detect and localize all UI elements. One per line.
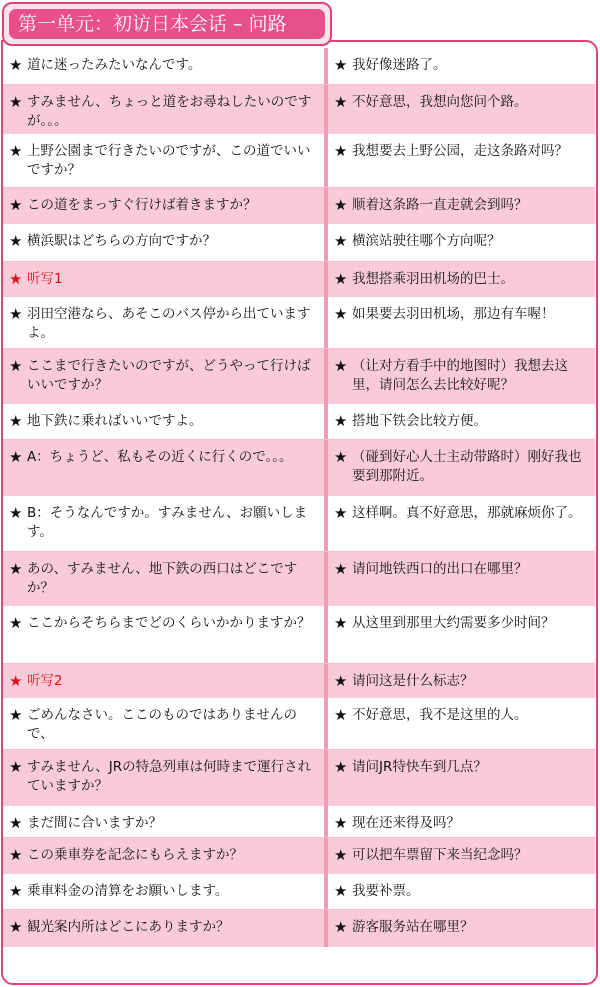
japanese-cell [3, 188, 328, 224]
star-icon: ★ [9, 504, 23, 522]
star-icon: ★ [9, 882, 23, 900]
star-icon: ★ [334, 846, 348, 864]
chinese-text: 我想搭乘羽田机场的巴士。 [352, 271, 514, 287]
star-icon: ★ [334, 93, 348, 111]
table-row [3, 750, 595, 806]
japanese-text: 観光案内所はどこにありますか？ [27, 919, 230, 935]
chinese-text: 我好像迷路了。 [352, 57, 447, 73]
star-icon: ★ [9, 814, 23, 832]
chinese-cell [328, 874, 595, 909]
chinese-text: （让对方看手中的地图时）我想去这里，请问怎么去比较好呢？ [352, 358, 568, 393]
star-icon: ★ [9, 412, 23, 430]
star-icon: ★ [334, 56, 348, 74]
table-row [3, 349, 595, 404]
star-icon: ★ [9, 142, 23, 160]
japanese-text: 道に迷ったみたいなんです。 [27, 57, 202, 73]
chinese-cell [328, 698, 595, 749]
star-icon: ★ [9, 672, 23, 690]
japanese-text: あの、すみません、地下鉄の西口はどこですか？ [27, 561, 298, 596]
star-icon: ★ [9, 706, 23, 724]
chinese-text: 这样啊。真不好意思，那就麻烦你了。 [352, 505, 582, 521]
star-icon: ★ [334, 918, 348, 936]
title-tab [2, 2, 332, 46]
chinese-cell [328, 496, 595, 551]
table-row [3, 496, 595, 552]
star-icon: ★ [334, 672, 348, 690]
japanese-cell [3, 698, 328, 749]
japanese-cell [3, 297, 328, 348]
star-icon: ★ [334, 270, 348, 288]
star-icon: ★ [9, 448, 23, 466]
chinese-cell [328, 838, 595, 874]
star-icon: ★ [334, 814, 348, 832]
chinese-text: 我要补票。 [352, 883, 420, 899]
japanese-cell [3, 606, 328, 663]
chinese-text: 从这里到那里大约需要多少时间？ [352, 615, 555, 631]
japanese-cell [3, 440, 328, 496]
japanese-cell [3, 134, 328, 187]
table-row [3, 698, 595, 750]
chinese-text: 如果要去羽田机场，那边有车喔！ [352, 306, 555, 322]
japanese-text: すみません、ちょっと道をお尋ねしたいのですが。。。 [27, 94, 312, 129]
star-icon: ★ [9, 918, 23, 936]
star-icon: ★ [334, 882, 348, 900]
table-row [3, 910, 595, 947]
phrase-table [3, 48, 595, 947]
chinese-text: 游客服务站在哪里？ [352, 919, 474, 935]
chinese-cell [328, 552, 595, 606]
chinese-text: 搭地下铁会比较方便。 [352, 413, 487, 429]
japanese-text: 地下鉄に乗ればいいですよ。 [27, 413, 203, 429]
japanese-cell [3, 552, 328, 606]
table-row [3, 440, 595, 496]
japanese-text: ここまで行きたいのですが、どうやって行けばいいですか？ [27, 358, 311, 393]
star-icon: ★ [334, 196, 348, 214]
chinese-cell [328, 806, 595, 837]
chinese-cell [328, 297, 595, 348]
chinese-text: 不好意思，我不是这里的人。 [352, 707, 528, 723]
japanese-text: ごめんなさい。ここのものではありませんので、 [27, 707, 297, 742]
chinese-text: 现在还来得及吗？ [352, 815, 460, 831]
star-icon: ★ [334, 614, 348, 632]
chinese-cell [328, 85, 595, 134]
japanese-text: B：そうなんですか。すみません、お願いします。 [27, 505, 308, 540]
japanese-cell [3, 262, 328, 297]
japanese-text: 听写1 [27, 271, 63, 287]
star-icon: ★ [9, 270, 23, 288]
star-icon: ★ [334, 560, 348, 578]
star-icon: ★ [9, 357, 23, 375]
chinese-cell [328, 134, 595, 187]
japanese-text: 乗車料金の清算をお願いします。 [27, 883, 229, 899]
japanese-cell [3, 85, 328, 134]
japanese-cell [3, 874, 328, 909]
chinese-cell [328, 404, 595, 439]
table-row [3, 85, 595, 134]
star-icon: ★ [9, 232, 23, 250]
table-row [3, 838, 595, 874]
star-icon: ★ [9, 846, 23, 864]
star-icon: ★ [9, 614, 23, 632]
chinese-text: 请问JR特快车到几点？ [352, 759, 487, 775]
japanese-cell [3, 910, 328, 947]
japanese-cell [3, 838, 328, 874]
star-icon: ★ [9, 196, 23, 214]
chinese-cell [328, 606, 595, 663]
japanese-text: ここからそちらまでどのくらいかかりますか？ [27, 615, 311, 631]
chinese-cell [328, 910, 595, 947]
star-icon: ★ [334, 448, 348, 466]
star-icon: ★ [9, 758, 23, 776]
table-row [3, 806, 595, 838]
japanese-cell [3, 349, 328, 404]
japanese-text: まだ間に合いますか？ [27, 815, 162, 831]
star-icon: ★ [334, 758, 348, 776]
chinese-cell [328, 750, 595, 806]
chinese-text: 横滨站驶往哪个方向呢？ [352, 233, 501, 249]
table-row [3, 297, 595, 349]
star-icon: ★ [334, 142, 348, 160]
table-row [3, 188, 595, 224]
chinese-cell [328, 664, 595, 698]
table-row [3, 552, 595, 606]
chinese-cell [328, 224, 595, 261]
chinese-cell [328, 349, 595, 404]
japanese-text: 上野公園まで行きたいのですが、この道でいいですか？ [27, 143, 311, 178]
japanese-cell [3, 664, 328, 698]
star-icon: ★ [334, 232, 348, 250]
star-icon: ★ [9, 56, 23, 74]
chinese-text: 我想要去上野公园，走这条路对吗？ [352, 143, 568, 159]
japanese-text: 羽田空港なら、あそこのバス停から出ていますよ。 [27, 306, 311, 341]
star-icon: ★ [334, 305, 348, 323]
chinese-text: 不好意思，我想向您问个路。 [352, 94, 528, 110]
japanese-cell [3, 48, 328, 84]
table-row [3, 262, 595, 297]
table-row [3, 404, 595, 440]
japanese-cell [3, 404, 328, 439]
star-icon: ★ [334, 706, 348, 724]
chinese-cell [328, 48, 595, 84]
star-icon: ★ [9, 305, 23, 323]
japanese-cell [3, 806, 328, 837]
japanese-text: すみません、JRの特急列車は何時まで運行されていますか？ [27, 759, 312, 794]
table-row [3, 224, 595, 262]
page-title: 第一单元：初访日本会话 – 问路 [9, 9, 325, 39]
star-icon: ★ [334, 412, 348, 430]
star-icon: ★ [334, 357, 348, 375]
star-icon: ★ [9, 93, 23, 111]
chinese-text: （碰到好心人士主动带路时）刚好我也要到那附近。 [352, 449, 582, 484]
table-row [3, 134, 595, 188]
japanese-text: この乗車券を記念にもらえますか？ [27, 847, 243, 863]
table-row [3, 606, 595, 664]
japanese-cell [3, 496, 328, 551]
chinese-cell [328, 188, 595, 224]
star-icon: ★ [334, 504, 348, 522]
chinese-text: 请问地铁西口的出口在哪里？ [352, 561, 528, 577]
chinese-text: 顺着这条路一直走就会到吗？ [352, 197, 528, 213]
table-row [3, 664, 595, 698]
japanese-text: 横浜駅はどちらの方向ですか？ [27, 233, 216, 249]
japanese-text: A：ちょうど、私もその近くに行くので。。。 [27, 449, 293, 465]
star-icon: ★ [9, 560, 23, 578]
table-row [3, 48, 595, 85]
chinese-cell [328, 262, 595, 297]
chinese-cell [328, 440, 595, 496]
chinese-text: 可以把车票留下来当纪念吗？ [352, 847, 528, 863]
japanese-text: 听写2 [27, 673, 63, 689]
japanese-cell [3, 750, 328, 806]
table-row [3, 874, 595, 910]
chinese-text: 请问这是什么标志？ [352, 673, 474, 689]
japanese-cell [3, 224, 328, 261]
japanese-text: この道をまっすぐ行けば着きますか？ [27, 197, 257, 213]
